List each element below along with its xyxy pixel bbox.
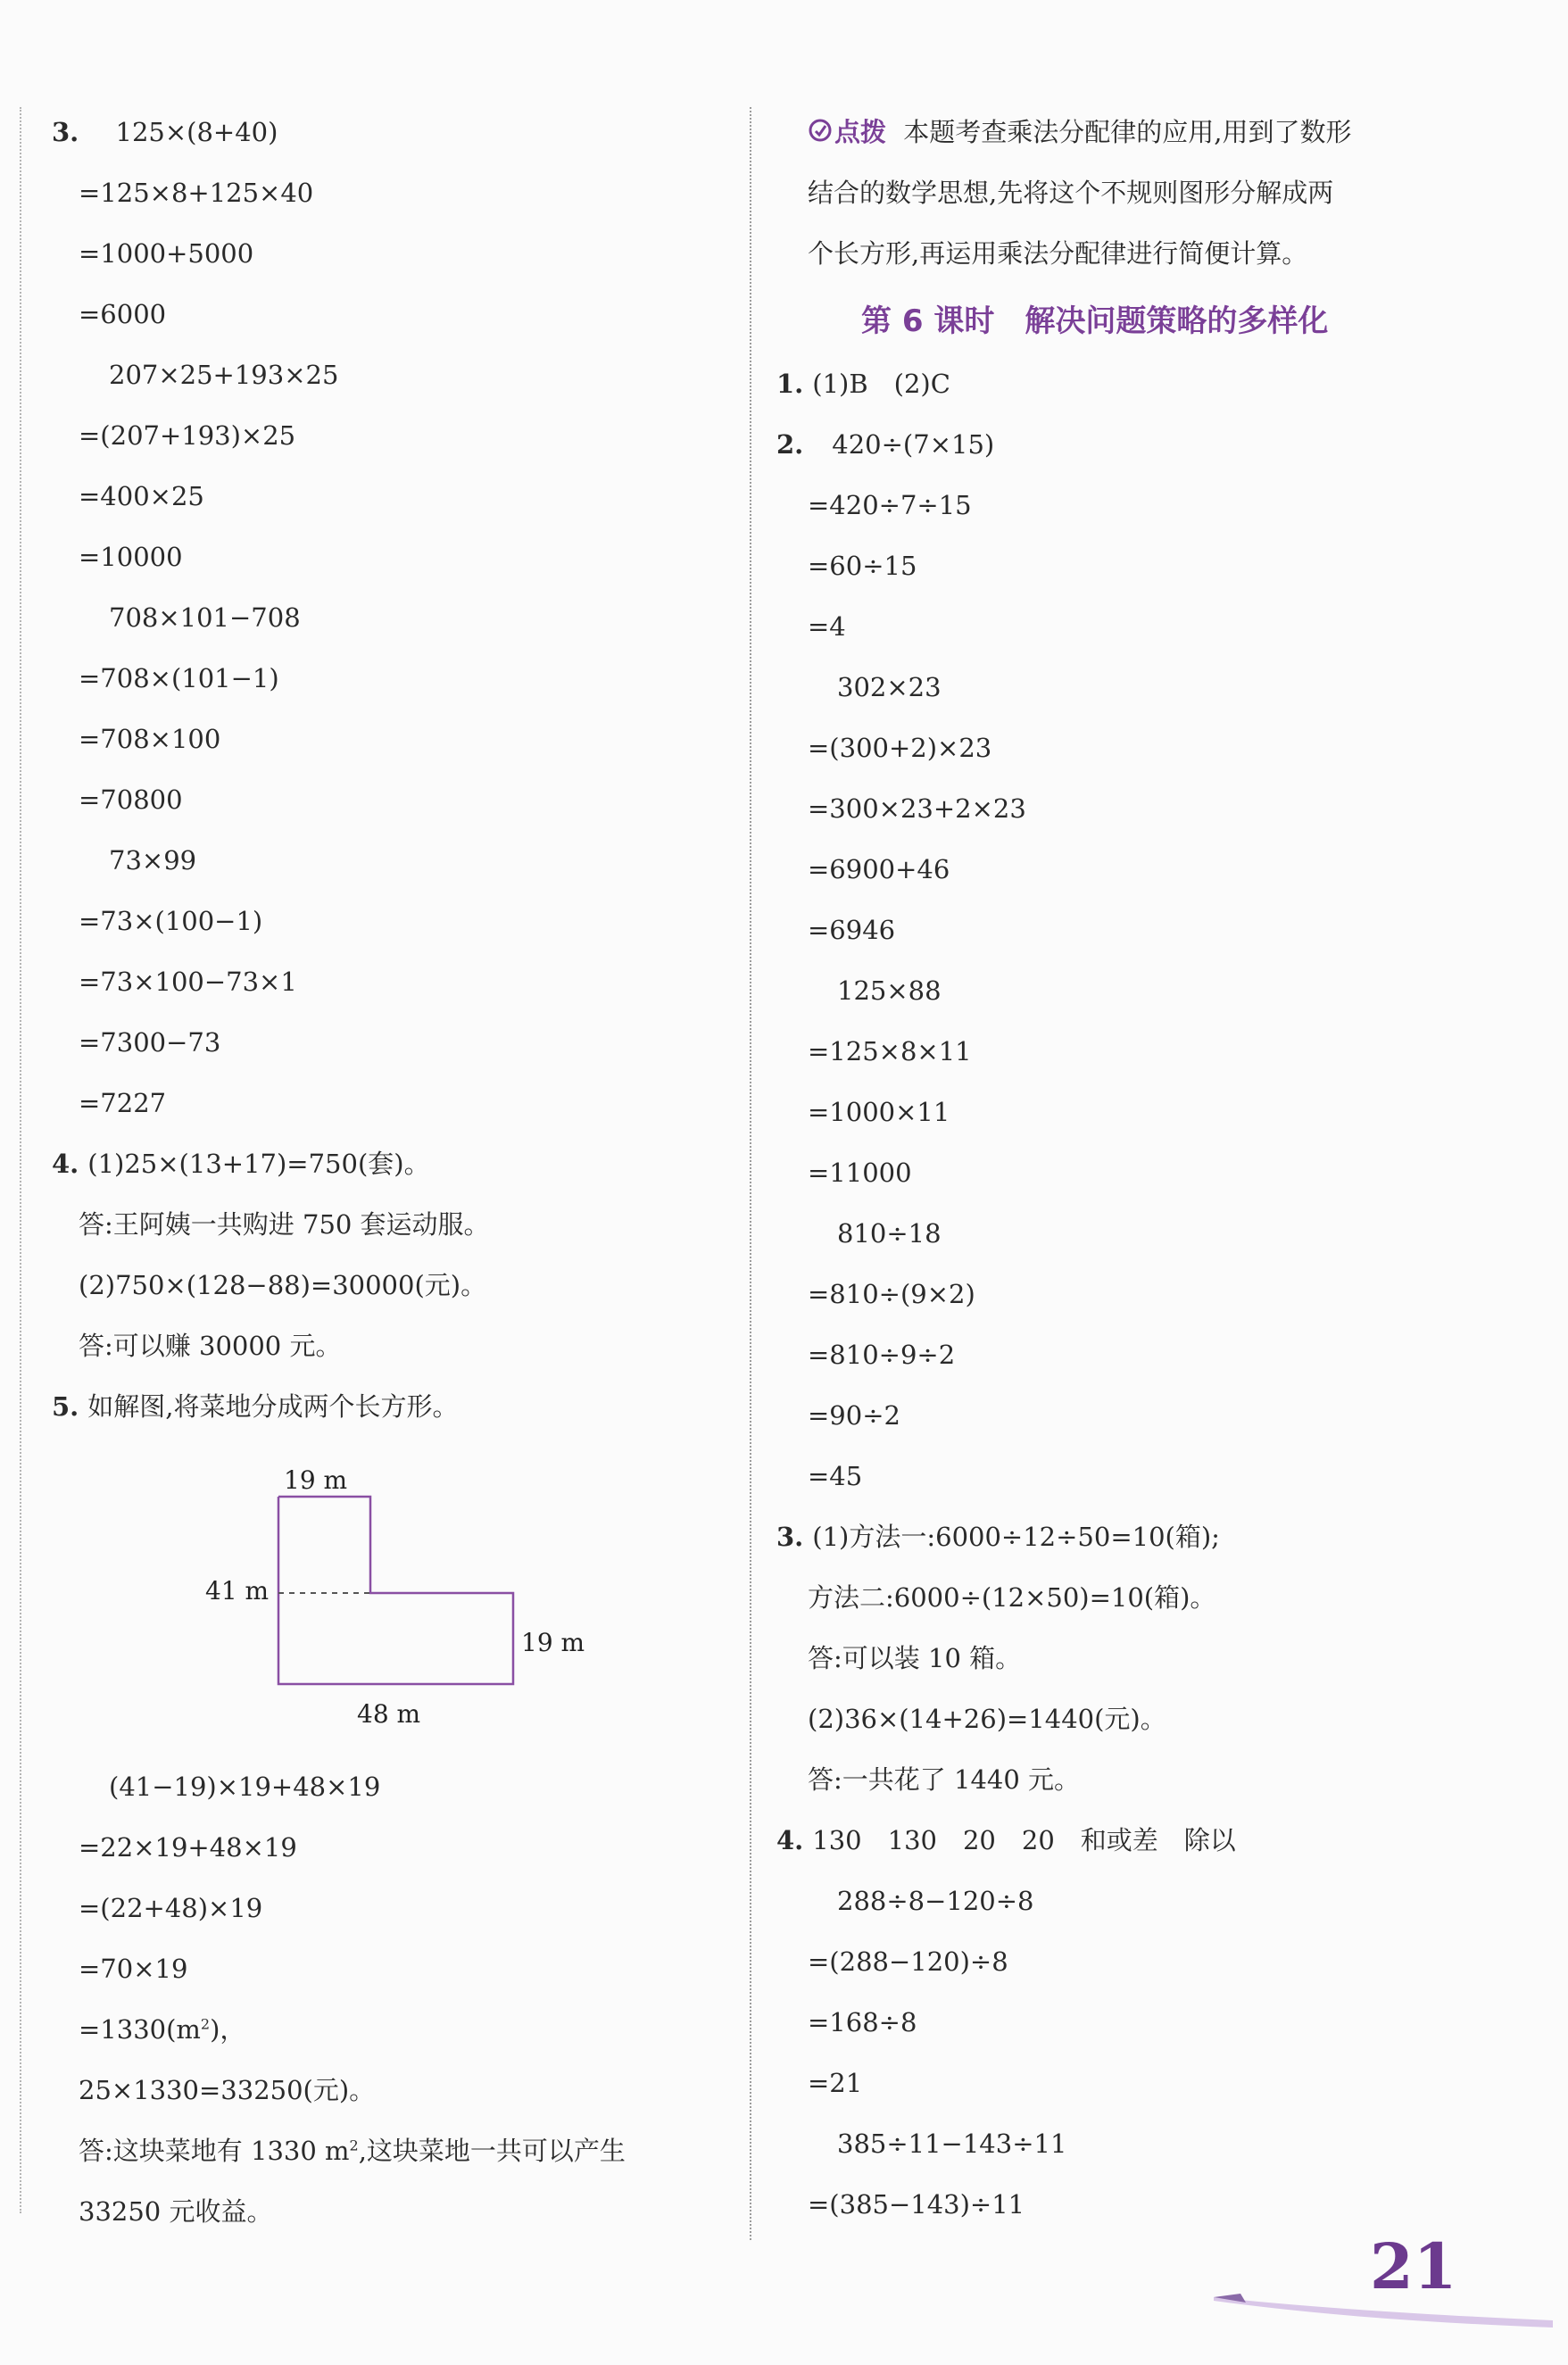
math-line: =6000	[79, 299, 167, 329]
problem-number: 3.	[52, 117, 79, 147]
problem-3	[52, 114, 278, 150]
problem-3-right	[776, 1519, 1220, 1555]
answer-line: 答:一共花了 1440 元。	[808, 1764, 1081, 1795]
math-line: =11000	[808, 1158, 912, 1188]
answer-line: (2)36×(14+26)=1440(元)。	[808, 1704, 1166, 1734]
math-text: =1330(m	[79, 2014, 201, 2045]
answer-line: 33250 元收益。	[79, 2196, 273, 2227]
math-line: =400×25	[79, 481, 204, 511]
problem-number: 3.	[776, 1522, 804, 1552]
math-line: =125×8×11	[808, 1036, 972, 1066]
tip-label: 点拨	[834, 117, 887, 147]
figure-outline	[278, 1497, 513, 1684]
problem-2	[776, 427, 994, 462]
math-line: 385÷11−143÷11	[837, 2128, 1067, 2159]
math-line: =6946	[808, 915, 896, 945]
math-line: (41−19)×19+48×19	[109, 1772, 381, 1802]
math-text: )，	[210, 2014, 246, 2045]
tip-line-1	[808, 114, 1351, 152]
answer-line: 方法二:6000÷(12×50)=10(箱)。	[808, 1582, 1216, 1613]
problem-number: 5.	[52, 1391, 79, 1422]
answer-line: 答:王阿姨一共购进 750 套运动服。	[79, 1209, 490, 1240]
problem-4-right	[776, 1822, 1236, 1858]
math-line: 708×101−708	[109, 602, 301, 633]
answer-line: (1)方法一:6000÷12÷50=10(箱);	[812, 1522, 1220, 1552]
math-line: =10000	[79, 542, 183, 572]
answer-line: 答:可以赚 30000 元。	[79, 1331, 342, 1361]
problem-5	[52, 1389, 459, 1424]
math-line: =(288−120)÷8	[808, 1946, 1008, 1977]
answer-line: (2)750×(128−88)=30000(元)。	[79, 1270, 487, 1300]
answer-text: ,这块菜地一共可以产生	[358, 2136, 626, 2166]
answer-line	[79, 2133, 626, 2169]
math-line: 420÷(7×15)	[832, 429, 995, 460]
math-line: 73×99	[109, 845, 197, 875]
math-line: =70800	[79, 784, 183, 815]
answer-line: (1)25×(13+17)=750(套)。	[87, 1149, 430, 1179]
math-line: =4	[808, 611, 846, 642]
math-line: =21	[808, 2068, 863, 2098]
math-line: =(385−143)÷11	[808, 2189, 1025, 2220]
math-line: =73×100−73×1	[79, 967, 297, 997]
math-line: 288÷8−120÷8	[837, 1886, 1034, 1916]
math-line: 207×25+193×25	[109, 360, 339, 390]
problem-number: 4.	[52, 1149, 79, 1179]
math-line: =810÷9÷2	[808, 1340, 956, 1370]
math-line: 302×23	[837, 672, 942, 702]
answer-line: 答:可以装 10 箱。	[808, 1643, 1022, 1673]
superscript: 2	[200, 2015, 211, 2033]
math-line: =708×100	[79, 724, 221, 754]
math-line: 125×88	[837, 975, 942, 1006]
math-line: =7227	[79, 1088, 167, 1118]
tip-text: 个长方形,再运用乘法分配律进行简便计算。	[808, 238, 1308, 269]
problem-4	[52, 1146, 430, 1182]
math-line: =1000+5000	[79, 238, 254, 269]
answer-line: 130 130 20 20 和或差 除以	[812, 1825, 1236, 1855]
math-line: =708×(101−1)	[79, 663, 279, 693]
math-line	[79, 2012, 245, 2047]
math-line: =(207+193)×25	[79, 420, 296, 451]
tip-text: 结合的数学思想,先将这个不规则图形分解成两	[808, 178, 1334, 208]
answer-line: 如解图,将菜地分成两个长方形。	[87, 1391, 459, 1422]
math-line: =73×(100−1)	[79, 906, 263, 936]
superscript: 2	[349, 2137, 359, 2154]
math-line: =90÷2	[808, 1400, 900, 1431]
problem-1	[776, 366, 950, 402]
math-line: =(22+48)×19	[79, 1893, 263, 1923]
problem-number: 2.	[776, 429, 804, 460]
math-line: =125×8+125×40	[79, 178, 314, 208]
math-line: =420÷7÷15	[808, 490, 972, 520]
math-line: 810÷18	[837, 1218, 942, 1249]
answer-line: (1)B (2)C	[812, 369, 950, 399]
math-line: =7300−73	[79, 1027, 221, 1058]
math-line: =22×19+48×19	[79, 1832, 297, 1863]
answer-text: 答:这块菜地有 1330 m	[79, 2136, 350, 2166]
left-margin-rule	[20, 107, 21, 2213]
figure-label-right: 19 m	[521, 1628, 585, 1657]
math-line: =(300+2)×23	[808, 733, 992, 763]
problem-number: 4.	[776, 1825, 804, 1855]
math-line: 125×(8+40)	[115, 117, 278, 147]
column-divider	[750, 107, 751, 2240]
math-line: =70×19	[79, 1954, 188, 1984]
figure-label-bottom: 48 m	[357, 1699, 421, 1729]
page-number: 21	[1370, 2229, 1457, 2303]
garden-figure	[187, 1450, 634, 1745]
math-line: =168÷8	[808, 2007, 917, 2037]
math-line: =45	[808, 1461, 863, 1491]
problem-number: 1.	[776, 369, 804, 399]
tip-icon	[808, 116, 833, 152]
math-line: =300×23+2×23	[808, 793, 1026, 824]
math-line: =1000×11	[808, 1097, 950, 1127]
figure-label-left: 41 m	[205, 1576, 270, 1606]
math-line: =60÷15	[808, 551, 917, 581]
section-title: 第 6 课时 解决问题策略的多样化	[861, 303, 1329, 339]
math-line: =810÷(9×2)	[808, 1279, 975, 1309]
math-line: =6900+46	[808, 854, 950, 884]
tip-text: 本题考查乘法分配律的应用,用到了数形	[903, 117, 1352, 147]
math-line: 25×1330=33250(元)。	[79, 2075, 376, 2105]
figure-label-top: 19 m	[284, 1465, 348, 1495]
